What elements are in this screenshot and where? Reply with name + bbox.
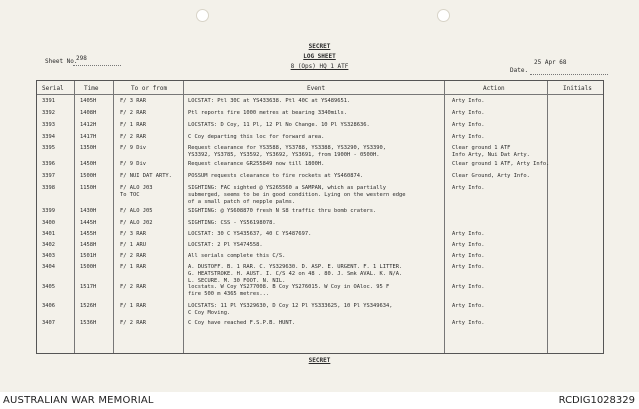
event-line: locstats. W Coy YS277008. B Coy YS276015. W Coy in OAloc. 95 F — [188, 284, 390, 290]
col-header-time: Time — [84, 85, 99, 92]
event-cell — [188, 264, 402, 285]
event-line: C Coy Moving. — [188, 310, 231, 316]
serial-cell: 3407 — [42, 320, 55, 326]
serial-cell: 3403 — [42, 253, 55, 259]
time-cell: 1417H — [80, 134, 97, 140]
event-cell — [188, 253, 285, 260]
action-cell — [452, 284, 484, 291]
event-line: Request clearance for YS3588, YS3788, YS3388, YS3290, YS3390, — [188, 145, 386, 151]
to-from-cell — [120, 253, 146, 260]
action-line: Arty Info. — [452, 110, 485, 116]
event-line: Ptl reports fire 1000 metres at bearing 3340mils. — [188, 110, 348, 116]
event-line: G. HEATSTROKE. H. AUST. I. C/S 42 on 48 . 80. J. Smk AVAL. K. N/A. — [188, 271, 403, 277]
action-line: Arty Info. — [452, 303, 485, 309]
to-from-cell — [120, 110, 146, 117]
sheet-number — [45, 55, 87, 65]
to-from-cell — [120, 208, 152, 215]
serial-cell: 3392 — [42, 110, 55, 116]
serial-cell: 3401 — [42, 231, 55, 237]
action-line: Arty Info. — [452, 134, 485, 140]
action-cell — [452, 98, 484, 105]
event-cell — [188, 220, 276, 227]
time-cell: 1501H — [80, 253, 97, 259]
col-header-initials: Initials — [563, 85, 592, 92]
event-line: SIGHTING: @ YS608870 fresh N S8 traffic thru bomb craters. — [188, 208, 377, 214]
time-cell: 1455H — [80, 231, 97, 237]
event-cell — [188, 284, 389, 298]
time-cell: 1408H — [80, 110, 97, 116]
serial-cell: 3395 — [42, 145, 55, 151]
event-line: SIGHTING: FAC sighted @ YS265560 a SAMPAN, which as partially — [188, 185, 386, 191]
event-line: YS3392, YS3785, YS3592, YS3692, YS3691, from 1900H - 0500H. — [188, 152, 380, 158]
event-line: C Coy departing this loc for forward area. — [188, 134, 325, 140]
to-from-line: To TOC — [120, 192, 140, 198]
serial-cell: 3402 — [42, 242, 55, 248]
to-from-line: F/ 9 Div — [120, 145, 146, 151]
to-from-line: F/ 1 RAR — [120, 264, 146, 270]
archive-reference: RCDIG1028329 — [558, 395, 635, 406]
time-cell: 1405H — [80, 98, 97, 104]
to-from-cell — [120, 220, 152, 227]
event-cell — [188, 98, 350, 105]
event-cell — [188, 122, 370, 129]
event-cell — [188, 134, 324, 141]
action-line: Clear Ground, Arty Info. — [452, 173, 530, 179]
event-line: LOCSTATS: D Coy, 11 Pl, 12 Pl No Change. 10 Pl YS328636. — [188, 122, 370, 128]
to-from-cell — [120, 231, 146, 238]
action-cell — [452, 242, 484, 249]
action-line: Arty Info. — [452, 122, 485, 128]
time-cell: 1526H — [80, 303, 97, 309]
action-cell — [452, 185, 484, 192]
unit-name: 8 (Ops) HQ 1 ATF — [290, 63, 349, 70]
to-from-cell — [120, 122, 146, 129]
date-label: Date. — [510, 67, 529, 74]
event-line: L. SECURE. M. 30 FOOT. N. NIL. — [188, 278, 286, 284]
time-cell: 1450H — [80, 161, 97, 167]
col-header-serial: Serial — [42, 85, 64, 92]
to-from-line: F/ 2 RAR — [120, 110, 146, 116]
to-from-line: F/ 2 RAR — [120, 134, 146, 140]
to-from-line: F/ 1 ARU — [120, 242, 146, 248]
action-cell — [452, 173, 530, 180]
serial-cell: 3398 — [42, 185, 55, 191]
sheet-label: Sheet No. — [45, 58, 78, 65]
column-divider — [113, 81, 114, 353]
action-line: Arty Info. — [452, 242, 485, 248]
event-line: fire 500 m 4365 metres... — [188, 291, 270, 297]
event-line: A. DUSTOFF. B. 1 RAR. C. YS329630. D. ASP. E. URGENT. F. 1 LITTER. — [188, 264, 403, 270]
to-from-cell — [120, 242, 146, 249]
event-line: of a small patch of nepple palms. — [188, 199, 296, 205]
serial-cell: 3394 — [42, 134, 55, 140]
to-from-line: F/ 2 RAR — [120, 253, 146, 259]
time-cell: 1150H — [80, 185, 97, 191]
to-from-line: F/ 1 RAR — [120, 122, 146, 128]
time-cell: 1500H — [80, 264, 97, 270]
action-line: Arty Info. — [452, 320, 485, 326]
document-title: LOG SHEET — [303, 53, 336, 60]
to-from-line: F/ ALO J05 — [120, 208, 153, 214]
to-from-line: F/ 1 RAR — [120, 303, 146, 309]
date-underline — [530, 74, 608, 75]
action-line: Arty Info. — [452, 253, 485, 259]
action-line: Clear ground 1 ATF, Arty Info. — [452, 161, 550, 167]
event-cell — [188, 320, 295, 327]
action-cell — [452, 231, 484, 238]
action-line: Arty Info. — [452, 284, 485, 290]
security-classification-top: SECRET — [308, 43, 331, 50]
serial-cell: 3397 — [42, 173, 55, 179]
event-line: SIGHTING: CSS - YS56198078. — [188, 220, 276, 226]
serial-cell: 3406 — [42, 303, 55, 309]
event-line: submerged, seems to be in good condition. Lying on the western edge — [188, 192, 406, 198]
time-cell: 1536H — [80, 320, 97, 326]
date-value: 25 Apr 68 — [534, 59, 567, 66]
action-cell — [452, 161, 549, 168]
action-cell — [452, 134, 484, 141]
security-classification-bottom: SECRET — [308, 357, 331, 364]
punch-hole — [437, 9, 450, 22]
col-header-event: Event — [307, 85, 326, 92]
to-from-line: F/ 9 Div — [120, 161, 146, 167]
time-cell: 1430H — [80, 208, 97, 214]
punch-hole — [196, 9, 209, 22]
time-cell: 1517H — [80, 284, 97, 290]
to-from-cell — [120, 264, 146, 271]
event-cell — [188, 145, 386, 159]
serial-cell: 3400 — [42, 220, 55, 226]
event-cell — [188, 173, 363, 180]
event-cell — [188, 231, 311, 238]
event-line: POSSUM requests clearance to fire rockets at YS460874. — [188, 173, 364, 179]
event-line: All serials complete this C/S. — [188, 253, 286, 259]
sheet-underline — [73, 65, 121, 66]
to-from-cell — [120, 145, 146, 152]
to-from-cell — [120, 303, 146, 310]
header-divider — [37, 94, 603, 95]
serial-cell: 3393 — [42, 122, 55, 128]
event-cell — [188, 303, 392, 317]
to-from-line: F/ NUI DAT ARTY. — [120, 173, 172, 179]
column-divider — [74, 81, 75, 353]
event-line: LOCSTATS: 11 Pl YS329630, D Coy 12 Pl YS333625, 10 Pl YS349634, — [188, 303, 393, 309]
to-from-line: F/ ALO J02 — [120, 220, 153, 226]
time-cell: 1500H — [80, 173, 97, 179]
event-line: LOCSTAT: 30 C YS435637, 40 C YS487697. — [188, 231, 312, 237]
time-cell: 1445H — [80, 220, 97, 226]
time-cell: 1412H — [80, 122, 97, 128]
event-line: LOCSTAT: Ptl 30C at YS433638. Ptl 40C at YS489651. — [188, 98, 351, 104]
action-cell — [452, 110, 484, 117]
action-line: Arty Info. — [452, 185, 485, 191]
sheet-value: 298 — [76, 55, 87, 62]
to-from-cell — [120, 284, 146, 291]
to-from-cell — [120, 98, 146, 105]
event-line: Request clearance GR255849 now till 1800H. — [188, 161, 325, 167]
action-cell — [452, 145, 530, 159]
log-table — [36, 80, 604, 354]
to-from-cell — [120, 161, 146, 168]
column-divider — [444, 81, 445, 353]
action-cell — [452, 253, 484, 260]
to-from-line: F/ 2 RAR — [120, 320, 146, 326]
action-cell — [452, 320, 484, 327]
event-cell — [188, 161, 324, 168]
time-cell: 1458H — [80, 242, 97, 248]
to-from-cell — [120, 173, 172, 180]
col-header-to-from: To or from — [131, 85, 168, 92]
to-from-line: F/ ALO J03 — [120, 185, 153, 191]
event-line: LOCSTAT: 2 Pl YS474558. — [188, 242, 263, 248]
event-cell — [188, 185, 405, 206]
action-line: Arty Info. — [452, 231, 485, 237]
column-divider — [183, 81, 184, 353]
serial-cell: 3399 — [42, 208, 55, 214]
event-cell — [188, 242, 263, 249]
archive-name: AUSTRALIAN WAR MEMORIAL — [3, 395, 154, 406]
to-from-line: F/ 2 RAR — [120, 284, 146, 290]
event-cell — [188, 208, 376, 215]
serial-cell: 3405 — [42, 284, 55, 290]
column-divider — [547, 81, 548, 353]
serial-cell: 3396 — [42, 161, 55, 167]
serial-cell: 3404 — [42, 264, 55, 270]
action-line: Clear ground 1 ATF — [452, 145, 511, 151]
to-from-cell — [120, 185, 152, 199]
action-line: Arty Info. — [452, 264, 485, 270]
date-field — [510, 67, 528, 74]
action-cell — [452, 122, 484, 129]
action-line: Info Arty, Nui Dat Arty. — [452, 152, 530, 158]
event-cell — [188, 110, 347, 117]
col-header-action: Action — [483, 85, 505, 92]
to-from-cell — [120, 320, 146, 327]
action-cell — [452, 303, 484, 310]
event-line: C Coy have reached F.S.P.B. HUNT. — [188, 320, 296, 326]
action-line: Arty Info. — [452, 98, 485, 104]
action-cell — [452, 264, 484, 271]
to-from-line: F/ 3 RAR — [120, 98, 146, 104]
serial-cell: 3391 — [42, 98, 55, 104]
time-cell: 1350H — [80, 145, 97, 151]
to-from-line: F/ 3 RAR — [120, 231, 146, 237]
to-from-cell — [120, 134, 146, 141]
